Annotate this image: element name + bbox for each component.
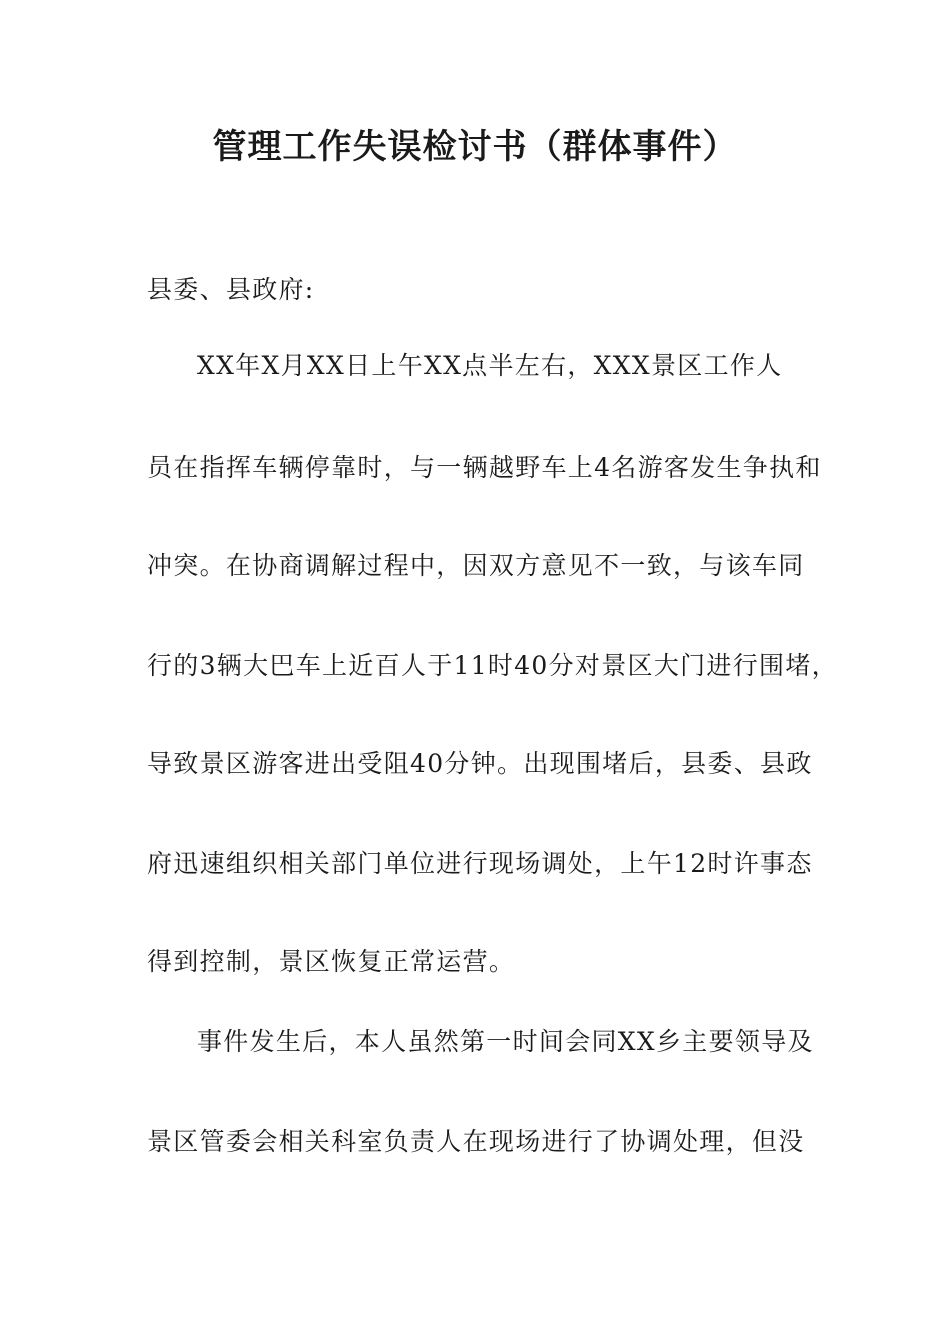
paragraph-line-2: 员在指挥车辆停靠时，与一辆越野车上4名游客发生争执和 xyxy=(147,453,822,482)
paragraph-line-7: 得到控制，景区恢复正常运营。 xyxy=(147,947,516,976)
paragraph-line-8: 事件发生后，本人虽然第一时间会同XX乡主要领导及 xyxy=(197,1027,814,1056)
paragraph-line-4: 行的3辆大巴车上近百人于11时40分对景区大门进行围堵， xyxy=(147,651,838,680)
salutation: 县委、县政府: xyxy=(147,275,315,304)
paragraph-line-5: 导致景区游客进出受阻40分钟。出现围堵后，县委、县政 xyxy=(147,749,813,778)
paragraph-line-3: 冲突。在协商调解过程中，因双方意见不一致，与该车同 xyxy=(147,551,805,580)
paragraph-line-1: XX年X月XX日上午XX点半左右，XXX景区工作人 xyxy=(197,351,783,380)
document-title: 管理工作失误检讨书（群体事件） xyxy=(212,127,738,167)
paragraph-line-9: 景区管委会相关科室负责人在现场进行了协调处理，但没 xyxy=(147,1127,805,1156)
paragraph-line-6: 府迅速组织相关部门单位进行现场调处，上午12时许事态 xyxy=(147,849,813,878)
